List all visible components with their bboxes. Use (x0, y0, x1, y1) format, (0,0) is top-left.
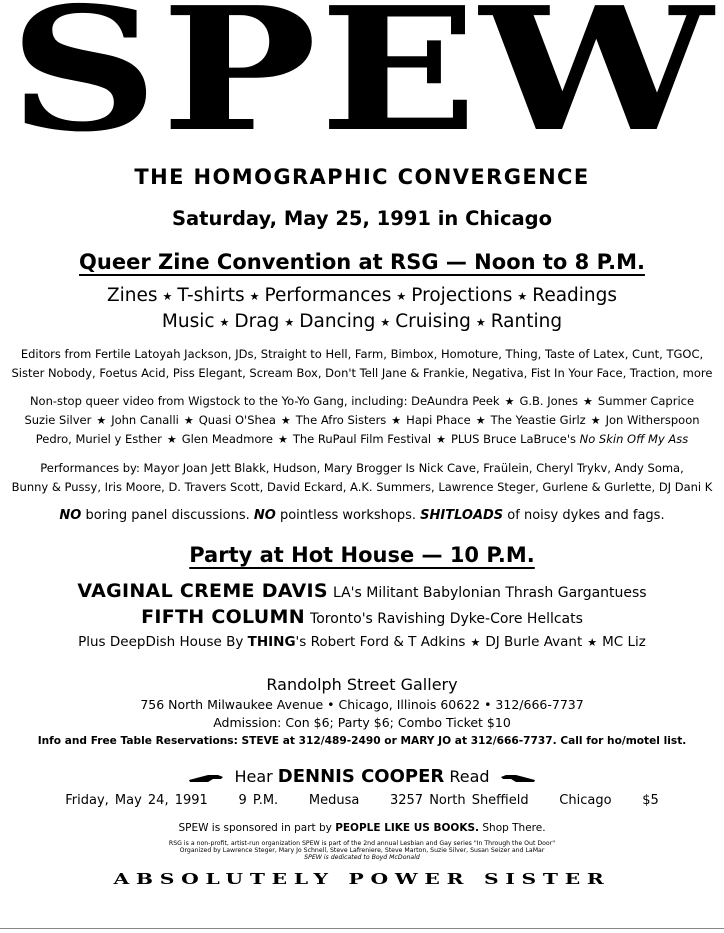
performers-line-1: Performances by: Mayor Joan Jett Blakk, Hudson, Mary Brogger Is Nick Cave, Fraülein, Cheryl Trykv, Andy Soma, (40, 461, 684, 475)
party-heading: Party at Hot House — 10 P.M. (189, 543, 535, 567)
star-icon: ★ (436, 433, 446, 446)
fine-print-2: Organized by Lawrence Steger, Mary Jo Schnell, Steve Lafreniere, Steve Marton, Suzie Silver, Susan Seizer and LaMar (179, 847, 545, 854)
star-icon: ★ (587, 635, 598, 649)
party-act-1: VAGINAL CREME DAVIS LA's Militant Babylonian Thrash Gargantuess (77, 580, 647, 602)
star-icon: ★ (219, 315, 230, 329)
poster-subtitle: THE HOMOGRAPHIC CONVERGENCE (134, 165, 590, 189)
star-icon: ★ (96, 414, 107, 427)
star-icon: ★ (284, 315, 295, 329)
event-date: Saturday, May 25, 1991 in Chicago (171, 207, 553, 230)
star-icon: ★ (583, 395, 593, 408)
pointing-hand-left-icon (500, 771, 536, 785)
footer-slogan: ABSOLUTELY POWER SISTER (113, 870, 611, 888)
reading-details: Friday, May 24, 1991 9 P.M. Medusa 3257 North Sheffield Chicago $5 (65, 793, 659, 808)
video-line-3: Pedro, Muriel y Esther ★ Glen Meadmore ★ The RuPaul Film Festival ★ PLUS Bruce LaBruce's No Skin Off My Ass (35, 432, 689, 446)
star-icon: ★ (166, 433, 177, 446)
activities-row-2: Music ★ Drag ★ Dancing ★ Cruising ★ Ranting (161, 311, 563, 332)
star-icon: ★ (475, 315, 486, 329)
performers-line-2: Bunny & Pussy, Iris Moore, D. Travers Scott, David Eckard, A.K. Summers, Lawrence Steger, Gurlene & Gurlette, DJ Dani K (11, 480, 713, 494)
info-reservations: Info and Free Table Reservations: STEVE at 312/489-2490 or MARY JO at 312/666-7737. Call for ho/motel list. (37, 735, 687, 747)
star-icon: ★ (590, 414, 601, 427)
star-icon: ★ (280, 414, 291, 427)
poster-title: SPEW (8, 0, 716, 170)
star-icon: ★ (396, 289, 407, 303)
party-plus-line: Plus DeepDish House By THING's Robert Ford & T Adkins ★ DJ Burle Avant ★ MC Liz (78, 634, 646, 650)
editors-line-1: Editors from Fertile Latoyah Jackson, JDs, Straight to Hell, Farm, Bimbox, Homoture, Thing, Taste of Latex, Cunt, TGOC, (20, 347, 704, 361)
no-boring-line: NO boring panel discussions. NO pointless workshops. SHITLOADS of noisy dykes and fags. (59, 508, 665, 523)
star-icon: ★ (277, 433, 288, 446)
star-icon: ★ (183, 414, 194, 427)
video-line-2: Suzie Silver ★ John Canalli ★ Quasi O'Shea ★ The Afro Sisters ★ Hapi Phace ★ The Yeastie Girlz ★ Jon Witherspoon (24, 413, 700, 427)
sponsor-line: SPEW is sponsored in part by PEOPLE LIKE US BOOKS. Shop There. (178, 822, 546, 834)
admission-prices: Admission: Con $6; Party $6; Combo Ticket $10 (213, 715, 511, 730)
star-icon: ★ (391, 414, 402, 427)
activities-row-1: Zines ★ T-shirts ★ Performances ★ Projections ★ Readings (106, 285, 618, 306)
star-icon: ★ (470, 635, 481, 649)
reading-announcement: Hear DENNIS COOPER Read (0, 766, 724, 787)
venue-name: Randolph Street Gallery (266, 675, 458, 694)
video-line-1: Non-stop queer video from Wigstock to the Yo-Yo Gang, including: DeAundra Peek ★ G.B. Jones ★ Summer Caprice (29, 394, 695, 408)
star-icon: ★ (380, 315, 391, 329)
pointing-hand-right-icon (188, 771, 224, 785)
convention-heading: Queer Zine Convention at RSG — Noon to 8 P.M. (79, 250, 645, 274)
fine-print-1: RSG is a non-profit, artist-run organization SPEW is part of the 2nd annual Lesbian and Gay series "In Through the Out Door" (168, 840, 556, 847)
star-icon: ★ (162, 289, 173, 303)
fine-print-3: SPEW is dedicated to Boyd McDonald (304, 854, 420, 861)
editors-line-2: Sister Nobody, Foetus Acid, Piss Elegant, Scream Box, Don't Tell Jane & Frankie, Negativa, Fist In Your Face, Traction, more (11, 366, 713, 380)
star-icon: ★ (504, 395, 515, 408)
star-icon: ★ (249, 289, 260, 303)
venue-address: 756 North Milwaukee Avenue • Chicago, Illinois 60622 • 312/666-7737 (140, 697, 584, 712)
page-divider (0, 928, 724, 929)
star-icon: ★ (517, 289, 528, 303)
party-act-2: FIFTH COLUMN Toronto's Ravishing Dyke-Core Hellcats (141, 606, 583, 628)
star-icon: ★ (475, 414, 486, 427)
